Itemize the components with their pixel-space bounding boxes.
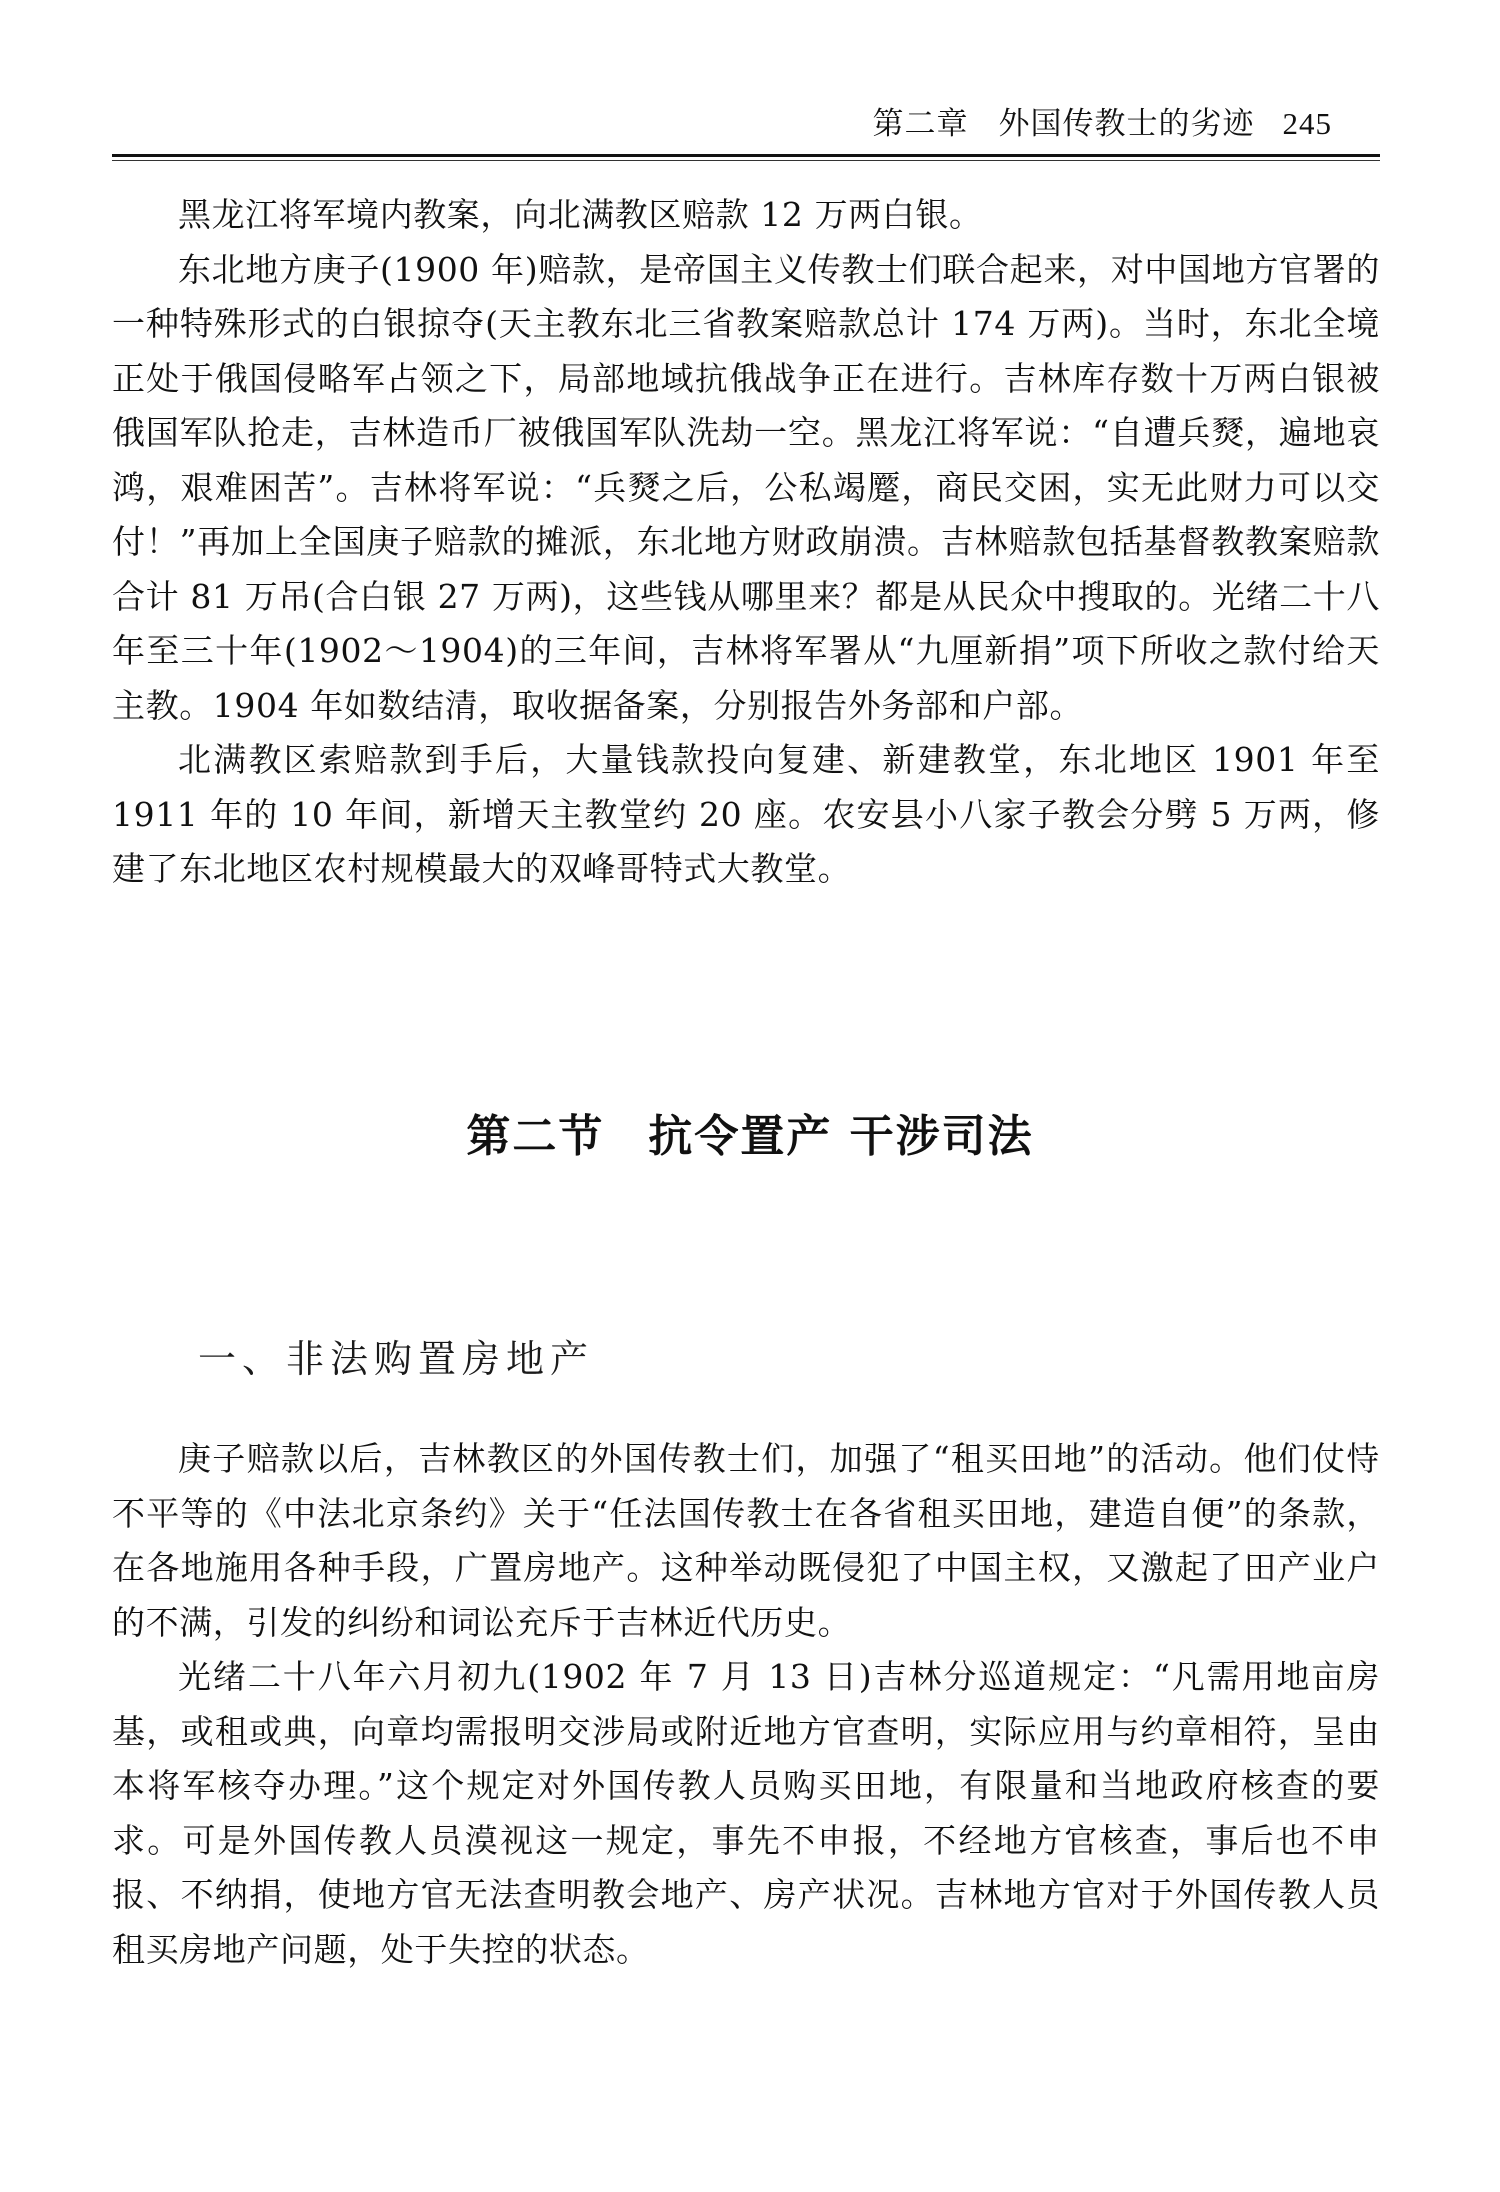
- body-text-top: [112, 188, 1380, 897]
- running-head: [0, 98, 1500, 148]
- section-title-text: 抗令置产 干涉司法: [648, 1111, 1034, 1162]
- header-rule-thick: [112, 154, 1380, 157]
- paragraph: 东北地方庚子(1900 年)赔款，是帝国主义传教士们联合起来，对中国地方官署的一种特殊形式的白银掠夺(天主教东北三省教案赔款总计 174 万两)。当时，东北全境正处于俄国侵略军占领之下，局部地域抗俄战争正在进行。吉林库存数十万两白银被俄国军队抢走，吉林造币厂被俄国军队洗劫一空。黑龙江将军说：“自遭兵燹，遍地哀鸿，艰难困苦”。吉林将军说：“兵燹之后，公私竭蹷，商民交困，实无此财力可以交付！”再加上全国庚子赔款的摊派，东北地方财政崩溃。吉林赔款包括基督教教案赔款合计 81 万吊(合白银 27 万两)，这些钱从哪里来？都是从民众中搜取的。光绪二十八年至三十年(1902～1904)的三年间，吉林将军署从“九厘新捐”项下所收之款付给天主教。1904 年如数结清，取收据备案，分别报告外务部和户部。: [112, 249, 1380, 725]
- section-number: 第二节: [466, 1111, 605, 1162]
- header-rule-thin: [112, 160, 1380, 161]
- chapter-title: 外国传教士的劣迹: [998, 106, 1255, 142]
- running-head-text: [873, 104, 1333, 144]
- chapter-label: 第二章: [872, 106, 969, 142]
- section-heading: [0, 1100, 1500, 1164]
- body-text-bottom: [112, 1432, 1380, 1977]
- paragraph: 光绪二十八年六月初九(1902 年 7 月 13 日)吉林分巡道规定：“凡需用地亩房基，或租或典，向章均需报明交涉局或附近地方官查明，实际应用与约章相符，呈由本将军核夺办理。”这个规定对外国传教人员购买田地，有限量和当地政府核查的要求。可是外国传教人员漠视这一规定，事先不申报，不经地方官核查，事后也不申报、不纳捐，使地方官无法查明教会地产、房产状况。吉林地方官对于外国传教人员租买房地产问题，处于失控的状态。: [112, 1657, 1380, 1969]
- page-number: 245: [1282, 106, 1332, 141]
- paragraph: 北满教区索赔款到手后，大量钱款投向复建、新建教堂，东北地区 1901 年至 1911 年的 10 年间，新增天主教堂约 20 座。农安县小八家子教会分劈 5 万两，修建了东北地区农村规模最大的双峰哥特式大教堂。: [112, 740, 1380, 888]
- paragraph: 庚子赔款以后，吉林教区的外国传教士们，加强了“租买田地”的活动。他们仗恃不平等的《中法北京条约》关于“任法国传教士在各省租买田地，建造自便”的条款，在各地施用各种手段，广置房地产。这种举动既侵犯了中国主权，又激起了田产业户的不满，引发的纠纷和词讼充斥于吉林近代历史。: [112, 1439, 1380, 1642]
- paragraph: 黑龙江将军境内教案，向北满教区赔款 12 万两白银。: [178, 195, 983, 234]
- subsection-heading: 一、非法购置房地产: [198, 1337, 595, 1381]
